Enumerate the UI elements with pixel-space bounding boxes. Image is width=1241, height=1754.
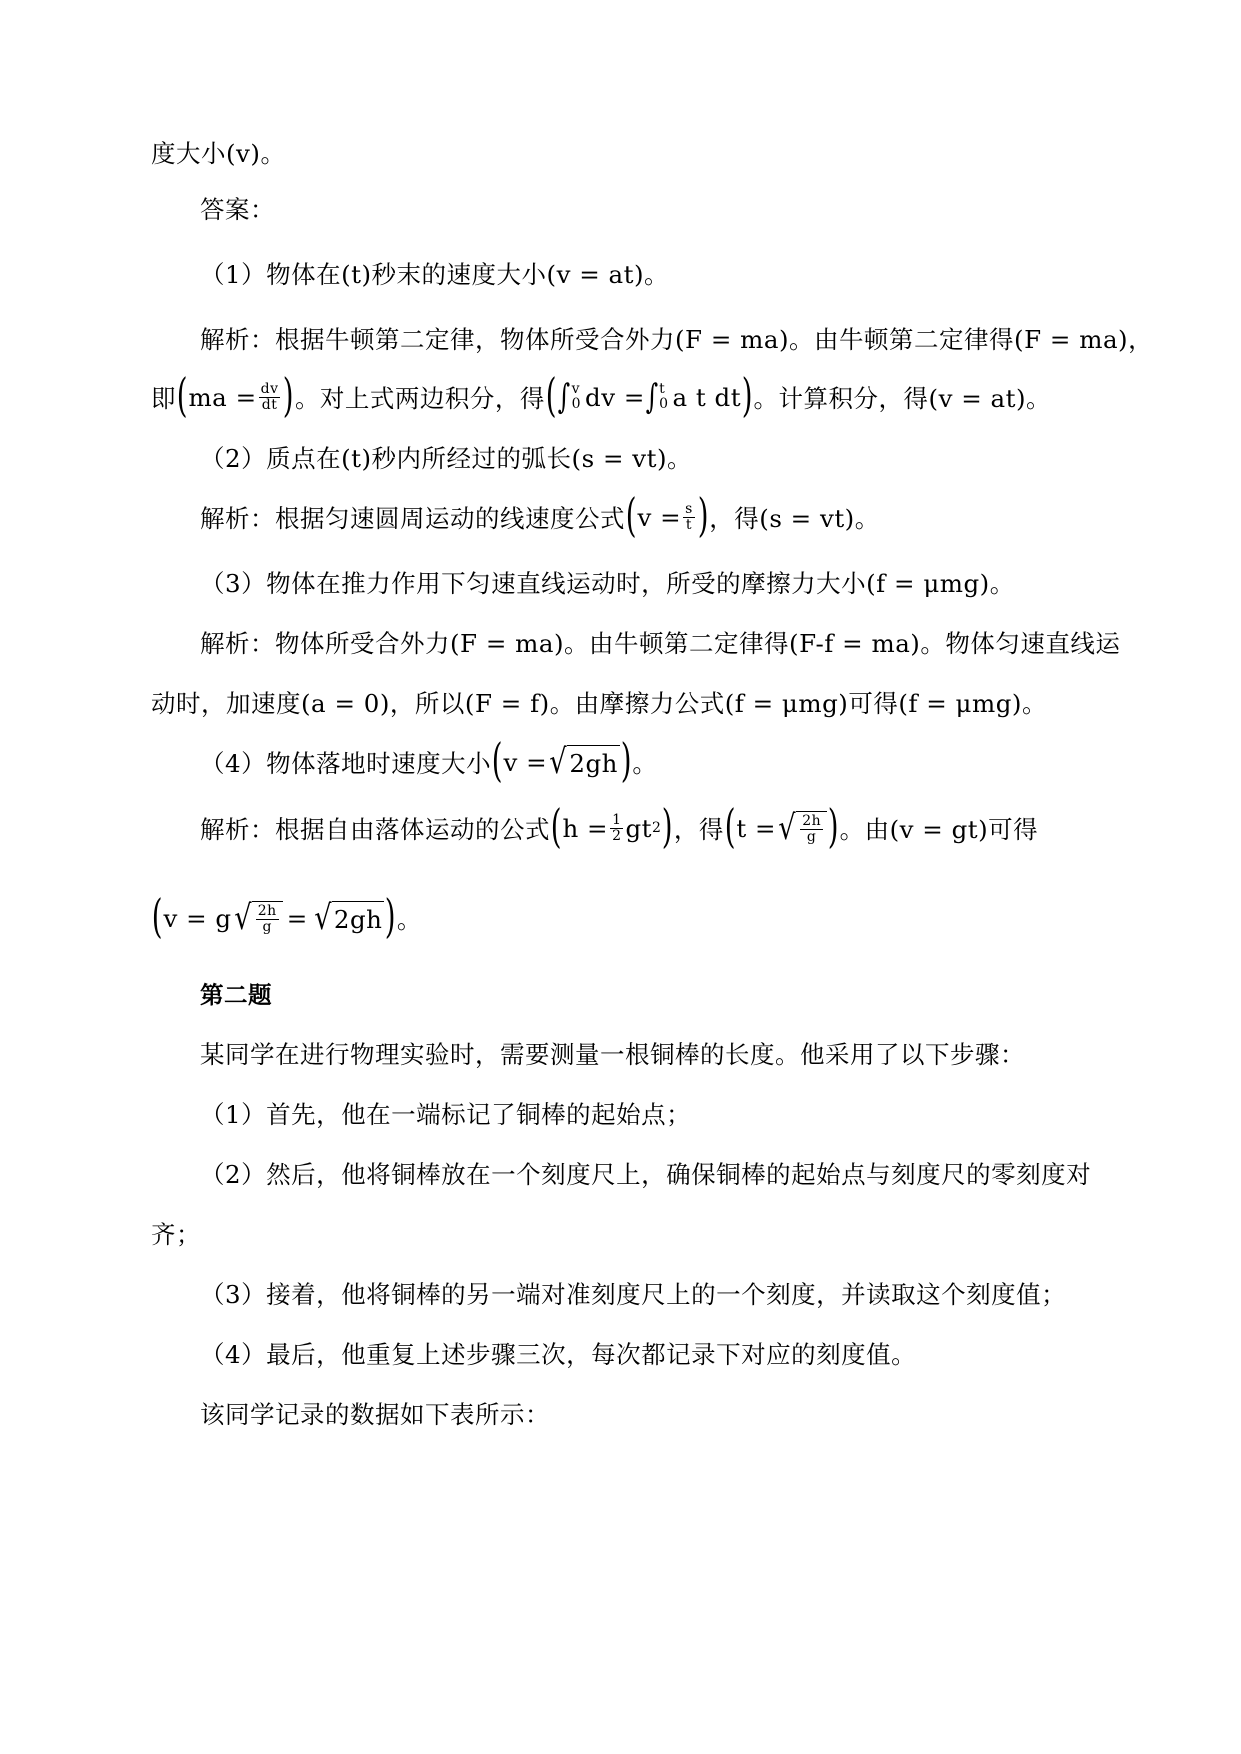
- paren-left: (: [151, 889, 163, 943]
- line-text: （4）最后，他重复上述步骤三次，每次都记录下对应的刻度值。: [200, 1339, 917, 1369]
- text-line: [0, 1088, 1241, 1138]
- text-line: [0, 677, 1241, 727]
- line-text: 。由(v = gt)可得: [839, 814, 1039, 844]
- line-text: ，得: [673, 814, 724, 844]
- text-line: [0, 557, 1241, 607]
- radical-sign: √: [549, 742, 568, 782]
- heading-text: 第二题: [200, 981, 272, 1009]
- line-text: 度大小(v)。: [151, 138, 286, 168]
- upper-limit: v: [571, 380, 581, 397]
- paren-left: (: [545, 368, 557, 422]
- paren-right: ): [620, 733, 632, 787]
- fraction: [256, 904, 279, 934]
- line-text: （3）物体在推力作用下匀速直线运动时，所受的摩擦力大小(f = μmg)。: [200, 568, 1015, 598]
- formula-text: ma =: [188, 382, 257, 412]
- square-root: [547, 742, 620, 782]
- line-text: 解析：根据牛顿第二定律，物体所受合外力(F = ma)。由牛顿第二定律得(F = ma)，: [200, 324, 1154, 354]
- denominator: 2: [612, 827, 622, 844]
- line-text: （3）接着，他将铜棒的另一端对准刻度尺上的一个刻度，并读取这个刻度值；: [200, 1279, 1067, 1309]
- fraction: [259, 382, 281, 412]
- line-text: 解析：根据自由落体运动的公式: [200, 814, 550, 844]
- line-text: 。计算积分，得(v = at)。: [753, 383, 1052, 413]
- paren-right: ): [697, 488, 709, 542]
- line-text: 。对上式两边积分，得: [294, 383, 545, 413]
- formula-line: [0, 733, 1241, 787]
- numerator: 1: [612, 811, 622, 828]
- square-root: [776, 808, 827, 848]
- integral-sign: ∫: [645, 377, 659, 417]
- formula-text: t =: [736, 813, 777, 843]
- line-text: 即: [151, 383, 176, 413]
- line-text: （1）物体在(t)秒末的速度大小(v = at)。: [200, 259, 670, 289]
- line-text: 。: [632, 748, 658, 778]
- line-text: ，得(s = vt)。: [709, 503, 880, 533]
- text-line: [0, 1328, 1241, 1378]
- radicand: [252, 901, 283, 935]
- fraction: [610, 813, 623, 843]
- paren-left: (: [625, 488, 637, 542]
- square-root: [312, 898, 385, 938]
- line-text: （1）首先，他在一端标记了铜棒的起始点；: [200, 1099, 692, 1129]
- integral-limits: [659, 382, 668, 413]
- formula-text: a t dt: [672, 382, 742, 412]
- line-text: 。: [396, 904, 422, 934]
- fraction: [683, 502, 695, 532]
- paren-right: ): [662, 799, 674, 853]
- formula-text: h =: [562, 813, 609, 843]
- denominator: dt: [261, 396, 278, 413]
- text-line: [0, 1268, 1241, 1318]
- paren-left: (: [491, 733, 503, 787]
- radical-sign: √: [233, 898, 252, 938]
- text-line: [0, 617, 1241, 667]
- radical-sign: √: [778, 808, 796, 848]
- integral-sign: ∫: [558, 377, 571, 417]
- formula-text: dv =: [585, 382, 645, 412]
- text-line: [0, 1208, 1241, 1258]
- exponent: 2: [652, 820, 662, 836]
- radicand: [796, 811, 827, 845]
- numerator: s: [685, 500, 693, 517]
- radicand: 2gh: [567, 745, 620, 779]
- numerator: 2h: [802, 812, 822, 829]
- line-text: 答案：: [200, 194, 275, 224]
- formula-line: [0, 368, 1241, 422]
- text-line: [0, 1148, 1241, 1198]
- text-line: [0, 127, 1241, 177]
- formula-line: [0, 488, 1241, 542]
- text-line: [0, 248, 1241, 298]
- formula-text: v =: [503, 747, 548, 777]
- line-text: （2）质点在(t)秒内所经过的弧长(s = vt)。: [200, 443, 693, 473]
- paren-left: (: [176, 368, 188, 422]
- lower-limit: 0: [571, 396, 582, 412]
- line-text: 解析：物体所受合外力(F = ma)。由牛顿第二定律得(F-f = ma)。物体匀速直线运: [200, 628, 1121, 658]
- paren-left: (: [724, 799, 736, 853]
- numerator: 2h: [257, 902, 277, 919]
- text-line: [0, 1388, 1241, 1438]
- text-line: [0, 1028, 1241, 1078]
- line-text: 解析：根据匀速圆周运动的线速度公式: [200, 503, 625, 533]
- section-heading: [0, 968, 1241, 1018]
- paren-right: ): [741, 368, 753, 422]
- integral-limits: [572, 382, 581, 413]
- formula-text: =: [286, 903, 308, 933]
- numerator: dv: [260, 380, 279, 397]
- formula-text: v = g: [163, 903, 232, 933]
- line-text: 某同学在进行物理实验时，需要测量一根铜棒的长度。他采用了以下步骤：: [200, 1039, 1025, 1069]
- formula-line: [0, 799, 1241, 853]
- formula-text: gt: [625, 813, 653, 843]
- paren-left: (: [550, 799, 562, 853]
- line-text: 动时，加速度(a = 0)，所以(F = f)。由摩擦力公式(f = μmg)可得(f = μmg)。: [151, 688, 1047, 718]
- paren-right: ): [283, 368, 295, 422]
- text-line: [0, 183, 1241, 233]
- formula-line: [0, 889, 1241, 943]
- text-line: [0, 432, 1241, 482]
- paren-right: ): [385, 889, 397, 943]
- text-line: [0, 313, 1241, 363]
- line-text: （2）然后，他将铜棒放在一个刻度尺上，确保铜棒的起始点与刻度尺的零刻度对: [200, 1159, 1092, 1189]
- denominator: t: [685, 516, 693, 533]
- line-text: 该同学记录的数据如下表所示：: [200, 1399, 550, 1429]
- denominator: g: [806, 828, 817, 845]
- denominator: g: [262, 918, 272, 935]
- lower-limit: 0: [659, 396, 669, 412]
- line-text: 齐；: [151, 1219, 201, 1249]
- paren-right: ): [827, 799, 839, 853]
- fraction: [800, 814, 823, 844]
- upper-limit: t: [659, 380, 666, 397]
- radical-sign: √: [313, 898, 332, 938]
- line-text: （4）物体落地时速度大小: [200, 748, 492, 778]
- formula-text: v =: [637, 502, 682, 532]
- radicand: 2gh: [332, 901, 385, 935]
- square-root: [232, 898, 283, 938]
